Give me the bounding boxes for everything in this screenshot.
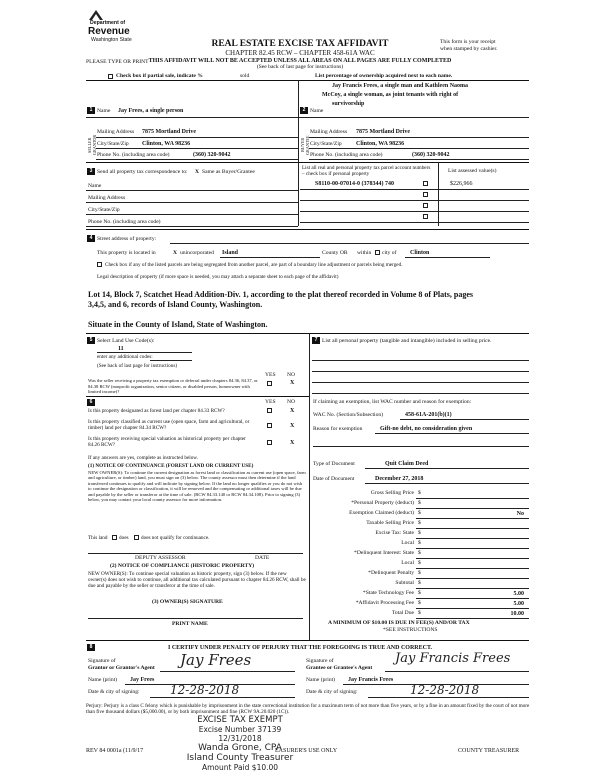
s3-r-line-b <box>300 200 529 201</box>
seller-name-line <box>86 117 298 118</box>
section7-badge: 7 <box>312 337 320 344</box>
wac-line <box>400 419 529 420</box>
buyer-name2[interactable]: McCoy, a single woman, as joint tenants with right of <box>322 92 459 98</box>
continuance-title: (1) NOTICE OF CONTINUANCE (FOREST LAND OR CURRENT USE) <box>88 463 254 469</box>
grantee-sig-label-b: Grantee or Grantee's Agent <box>306 665 373 671</box>
tax-row <box>312 499 529 509</box>
s5-q1-yes[interactable] <box>267 381 272 386</box>
section-1-2-bottom <box>86 162 529 163</box>
tax-row-dollar: $ <box>418 600 421 606</box>
section3-same-checkbox[interactable]: X <box>195 169 200 175</box>
exempt-stamp <box>170 716 310 776</box>
parcel-checkbox-3[interactable] <box>423 203 428 208</box>
s6-q3-answer[interactable]: X <box>290 440 295 446</box>
s7-line-a <box>312 360 529 361</box>
s6-q2: Is this property classified as current use (open space, farm and agricultural, or timber) land per chapter 84.34 RCW? <box>88 419 250 431</box>
grantor-date-label: Date & city of signing: <box>88 689 140 695</box>
form-revision: REV 84 0001a (11/9/17 <box>86 748 144 754</box>
s6-if-yes: If any answers are yes, complete as instructed below. <box>88 455 199 461</box>
does-checkbox[interactable] <box>112 535 117 540</box>
s6-yes: YES <box>265 399 276 405</box>
tax-row-dollar: $ <box>418 540 421 546</box>
grantee-sig-line <box>385 671 529 672</box>
ownership-label: List percentage of ownership acquired next to each name. <box>315 73 453 79</box>
s5-no: NO <box>287 372 296 378</box>
reason-line-2 <box>313 446 529 447</box>
stamp-line3: 12/31/2018 <box>218 734 262 743</box>
tax-row-label: Local <box>401 540 414 546</box>
minimum-note: A MINIMUM OF $10.00 IS DUE IN FEE(S) AND/OR TAX <box>328 620 470 626</box>
divider-1-2 <box>298 80 299 162</box>
land-use-code[interactable]: 11 <box>118 346 124 352</box>
s3-line-d <box>86 226 298 227</box>
county-line <box>220 257 320 258</box>
grantee-name-label: Name (print) <box>306 677 336 683</box>
stamp-line1: EXCISE TAX EXEMPT <box>197 715 283 725</box>
seller-name[interactable]: Jay Frees, a single person <box>118 108 184 114</box>
street-label: Street address of property: <box>97 236 157 242</box>
city-value[interactable]: Clinton <box>410 250 430 256</box>
buyer-mailing-label: Mailing Address <box>310 129 348 135</box>
section2-badge: 2 <box>300 107 308 114</box>
section3-name-label: Name <box>88 183 102 189</box>
situate[interactable]: Situate in the County of Island, State of Washington. <box>88 320 268 329</box>
seller-city[interactable]: Clinton, WA 98236 <box>142 141 191 147</box>
divider-3 <box>298 162 299 226</box>
tax-row-label: Total Due <box>391 610 414 616</box>
partial-label: Check box if partial sale, indicate % <box>116 73 203 79</box>
owner-signature-label: (3) OWNER(S) SIGNATURE <box>152 599 223 605</box>
grantor-sig-line <box>160 671 295 672</box>
s5-q1-answer[interactable]: X <box>290 380 295 386</box>
legal-description-2[interactable]: 3,4,5, and 6, records of Island County, Washington. <box>88 300 263 309</box>
tax-row-label: Excise Tax: State <box>375 530 414 536</box>
doc-date-value[interactable]: December 27, 2018 <box>375 476 424 482</box>
buyer-phone-label: Phone No. (including area code) <box>310 152 383 158</box>
additional-codes: enter any additional codes: <box>97 354 153 360</box>
city-line <box>405 257 490 258</box>
dor-logo <box>87 8 157 44</box>
wac-label: WAC No. (Section/Subsection) <box>313 412 384 418</box>
parcel-number[interactable]: S8110-00-07014-0 (378344) 740 <box>315 181 394 187</box>
tax-row-dollar: $ <box>418 570 421 576</box>
tax-row-dollar: $ <box>418 530 421 536</box>
s3-r-line-c <box>300 211 529 212</box>
buyer-side-label: BUYER GRANTEE <box>300 135 310 155</box>
located-label: This property is located in <box>97 250 156 256</box>
land-use-see-back: (See back of last page for instructions) <box>97 363 178 369</box>
certify-statement: I CERTIFY UNDER PENALTY OF PERJURY THAT THE FOREGOING IS TRUE AND CORRECT. <box>168 645 433 651</box>
unincorporated-label: unincorporated <box>180 250 214 256</box>
parcel-checkbox-2[interactable] <box>423 192 428 197</box>
doc-type-value[interactable]: Quit Claim Deed <box>385 461 429 467</box>
tax-row-label: *Personal Property (deduct) <box>351 500 414 506</box>
parcel-checkbox-4[interactable] <box>423 214 428 219</box>
seller-phone[interactable]: (360) 320-9042 <box>193 152 231 158</box>
tax-row <box>312 569 529 579</box>
section1-badge: 1 <box>87 107 95 114</box>
grantee-date[interactable]: 12-28-2018 <box>410 683 480 697</box>
grantee-date-label: Date & city of signing: <box>306 689 358 695</box>
does-not-checkbox[interactable] <box>134 535 139 540</box>
parcel-checkbox-1[interactable] <box>423 181 428 186</box>
exemption-label: If claiming an exemption, list WAC number and reason for exemption: <box>313 399 472 405</box>
tax-row-label: Subtotal <box>395 580 414 586</box>
section3-same: Same as Buyer/Grantee <box>202 169 255 175</box>
unincorporated-check[interactable]: X <box>173 250 178 256</box>
within-label: within <box>357 250 372 256</box>
s3-r-line-a <box>300 189 529 190</box>
section6-badge: 6 <box>87 399 95 406</box>
form-warning: THIS AFFIDAVIT WILL NOT BE ACCEPTED UNLESS ALL AREAS ON ALL PAGES ARE FULLY COMPLETED <box>148 58 452 64</box>
tax-row-label: Gross Selling Price <box>370 490 414 496</box>
tax-row-line <box>416 618 529 619</box>
street-line <box>170 243 529 244</box>
stamp-line5: Island County Treasurer <box>186 753 294 763</box>
tax-row-label: Taxable Selling Price <box>366 520 414 526</box>
tax-row-label: Local <box>401 560 414 566</box>
section3-label: Send all property tax correspondence to: <box>97 169 188 175</box>
segregated-label: Check box if any of the listed parcels are being segregated from another parcel, are part of a boundary line adjustment or parcels being merged. <box>105 262 403 268</box>
s6-q3-yes[interactable] <box>267 440 272 445</box>
grantor-sig-label-b: Grantor or Grantor's Agent <box>88 665 155 671</box>
buyer-city-label: City/State/Zip <box>310 141 342 147</box>
grantor-signature[interactable]: Jay Frees <box>180 651 252 669</box>
divider-5-7 <box>309 333 310 640</box>
tax-row-value[interactable]: 10.00 <box>510 611 524 617</box>
section3-bottom <box>86 229 529 230</box>
s5-question: Was the seller receiving a property tax exemption or deferral under chapters 84.36, 84.37, or 84.38 RCW (nonprofit organization, senior citizen, or disabled person, homeowner with limited income)? <box>88 378 258 394</box>
tax-row-value[interactable]: 5.00 <box>513 591 524 597</box>
tax-table <box>312 489 529 619</box>
s7-line-d <box>312 393 529 394</box>
reason-value[interactable]: Gift-no debt, no consideration given <box>380 426 473 432</box>
tax-row <box>312 599 529 609</box>
see-instructions: *SEE INSTRUCTIONS <box>383 627 438 633</box>
buyer-name-line <box>298 117 529 118</box>
legal-description-1[interactable]: Lot 14, Block 7, Scatchet Head Addition-Div. 1, according to the plat thereof recorded in Volume 8 of Plats, pages <box>88 290 474 299</box>
legal-label: Legal description of property (if more space is needed, you may attach a separate sheet to each page of the affidavit) <box>97 274 339 280</box>
deputy-line <box>88 553 303 554</box>
stamp-line6: Amount Paid $10.00 <box>201 763 279 772</box>
s5-yes: YES <box>265 372 276 378</box>
dor-logo-line2: Revenue <box>88 26 130 37</box>
tax-row-dollar: $ <box>418 520 421 526</box>
section3-city-label: City/State/Zip <box>88 207 120 213</box>
buyer-mailing[interactable]: 7875 Mortland Drive <box>356 129 410 135</box>
buyer-city[interactable]: Clinton, WA 98236 <box>356 141 405 147</box>
dor-logo-line3: Washington State <box>91 37 132 43</box>
doc-type-label: Type of Document <box>313 461 355 467</box>
land-label: This land <box>88 535 108 541</box>
doc-date-line <box>365 483 529 484</box>
buyer-name1[interactable]: Jay Francis Frees, a single man and Kathleen Naoma <box>332 83 469 89</box>
section3-mailing-label: Mailing Address <box>88 195 126 201</box>
tax-row-dollar: $ <box>418 500 421 506</box>
s6-no: NO <box>287 399 296 405</box>
segregated-checkbox[interactable] <box>97 262 102 267</box>
deputy-date: DATE <box>255 555 270 561</box>
tax-row-label: Exemption Claimed (deduct) <box>349 510 414 516</box>
wac-value[interactable]: 458-61A-201(b)(1) <box>405 412 452 418</box>
tax-row <box>312 559 529 569</box>
county-treasurer: COUNTY TREASURER <box>458 748 520 754</box>
section4-bottom <box>86 333 529 334</box>
grantee-signature[interactable]: Jay Francis Frees <box>395 651 511 666</box>
tax-row <box>312 609 529 619</box>
grantor-date[interactable]: 12-28-2018 <box>170 683 240 697</box>
grantee-name[interactable]: Jay Francis Frees <box>348 677 394 683</box>
tax-row-dollar: $ <box>418 560 421 566</box>
seller-mailing[interactable]: 7875 Mortland Drive <box>142 129 196 135</box>
grantor-sig-label-a: Signature of <box>88 658 116 664</box>
tax-row-dollar: $ <box>418 590 421 596</box>
doc-type-line <box>365 468 529 469</box>
s6-q2-yes[interactable] <box>267 423 272 428</box>
buyer-line-c <box>309 159 529 160</box>
s3-line-b <box>86 202 298 203</box>
treasurer-use-only: EASURER'S USE ONLY <box>275 748 338 754</box>
buyer-phone[interactable]: (360) 320-9042 <box>412 152 450 158</box>
s7-line-c <box>312 382 529 383</box>
grantor-name[interactable]: Jay Frees <box>130 677 155 683</box>
buyer-line-b <box>309 148 529 149</box>
tax-row-value[interactable]: 5.00 <box>513 601 524 607</box>
section7-label: List all personal property (tangible and intangible) included in selling price. <box>322 338 492 344</box>
grantee-sig-label-a: Signature of <box>306 658 334 664</box>
stamp-line2: Excise Number 37139 <box>198 725 282 734</box>
partial-checkbox[interactable] <box>108 74 113 79</box>
tax-row <box>312 509 529 519</box>
receipt-note-2: when stamped by cashier. <box>440 46 498 52</box>
please-type: PLEASE TYPE OR PRINT <box>86 59 149 65</box>
tax-row-label: *Affidavit Processing Fee <box>355 600 414 606</box>
land-use-label: Select Land Use Code(s): <box>97 338 155 344</box>
county-label: County OR <box>322 250 348 256</box>
s6-q1: Is this property designated as forest land per chapter 84.33 RCW? <box>88 408 225 414</box>
perjury-statement: Perjury: Perjury is a class C felony which is punishable by imprisonment in the state correctional institution for a maximum term of not more than five years, or by a fine in an amount fixed by the court of not more than five thousand dollars ($5,000.00), or by both imprisonment and fine (RCW 9A.20.020 (1C)). <box>86 703 530 715</box>
tax-row <box>312 519 529 529</box>
tax-row-dollar: $ <box>418 610 421 616</box>
print-name-label: PRINT NAME <box>172 621 208 627</box>
seller-city-label: City/State/Zip <box>97 141 129 147</box>
s6-q1-yes[interactable] <box>267 408 272 413</box>
top-rule <box>86 80 529 81</box>
doc-date-label: Date of Document <box>313 476 355 482</box>
s3-line-a <box>86 190 298 191</box>
parcel-header: List all real and personal property tax parcel account numbers – check box if personal property <box>302 165 431 177</box>
section6-7-bottom <box>86 640 529 641</box>
seller-mailing-label: Mailing Address <box>97 129 135 135</box>
tax-row <box>312 529 529 539</box>
reason-label: Reason for exemption <box>313 426 363 432</box>
grantor-date-line <box>150 697 295 698</box>
s6-q3: Is this property receiving special valuation as historical property per chapter 84.26 RCW? <box>88 436 246 448</box>
tax-row-dollar: $ <box>418 490 421 496</box>
seller-phone-label: Phone No. (including area code) <box>97 152 170 158</box>
s6-q2-answer[interactable]: X <box>290 423 295 429</box>
reason-line <box>375 433 529 434</box>
tax-row-dollar: $ <box>418 580 421 586</box>
tax-row <box>312 489 529 499</box>
section3-badge: 3 <box>87 168 95 175</box>
partial-sold: sold <box>240 73 250 79</box>
tax-row-dollar: $ <box>418 510 421 516</box>
section5-bottom <box>86 396 309 397</box>
land-use-line <box>97 352 192 353</box>
continuance-body: NEW OWNER(S): To continue the current designation as forest land or classification as current use (open space, farm and agriculture, or timber) land, you must sign on (3) below. The county assessor must then determine if the land transferred continues to qualify and will indicate by signing below. If the land no longer qualifies or you do not wish to continue the designation or classification, it will be removed and the compensating or additional taxes will be due and payable by the seller or transferor at the time of sale. (RCW 84.33.140 or RCW 84.34.108). Prior to signing (3) below, you may contact your local county assessor for more information. <box>88 470 306 503</box>
buyer-name3[interactable]: survivorship <box>332 101 365 107</box>
does-not-label: does not qualify for continuance. <box>141 535 210 541</box>
section4-badge: 4 <box>87 235 95 242</box>
divider-3b <box>438 162 439 226</box>
tax-row <box>312 539 529 549</box>
s7-line-b <box>312 371 529 372</box>
section8-badge: 8 <box>87 644 95 651</box>
owner-sig-line <box>88 618 303 619</box>
tax-row-label: *Delinquent Interest: State <box>354 550 414 556</box>
tax-row-label: *State Technology Fee <box>362 590 414 596</box>
county-value[interactable]: Island <box>222 250 239 256</box>
buyer-line-a <box>309 137 529 138</box>
receipt-note: This form is your receipt <box>440 39 496 45</box>
city-of-checkbox[interactable] <box>375 250 380 255</box>
additional-line <box>150 360 192 361</box>
buyer-name-label: Name <box>310 108 324 114</box>
grantee-date-line <box>368 697 529 698</box>
s6-q1-answer[interactable]: X <box>290 408 295 414</box>
historic-body: NEW OWNER(S): To continue special valuation as historic property, sign (3) below. If the new owner(s) does not wish to continue, all additional tax calculated pursuant to chapter 84.26 RCW, shall be due and payable by the seller or transferor at the time of sale. <box>88 571 306 589</box>
tax-row <box>312 589 529 599</box>
tax-row-value[interactable]: No <box>516 511 524 517</box>
seller-line-c <box>96 159 298 160</box>
assessed-value[interactable]: $226,966 <box>450 181 473 187</box>
stamp-line4: Wanda Grone, CPA <box>198 743 282 753</box>
s3-r-line-d <box>300 222 529 223</box>
tax-row-label: *Delinquent Penalty <box>368 570 414 576</box>
tax-row-dollar: $ <box>418 550 421 556</box>
seller-line-b <box>96 148 298 149</box>
deputy-assessor: DEPUTY ASSESSOR <box>135 555 186 561</box>
dor-logo-line1: Department of <box>90 20 126 26</box>
does-label: does <box>119 535 129 541</box>
city-of-label: city of <box>382 250 397 256</box>
seller-side-label: SELLER GRANTOR <box>87 134 97 156</box>
historic-title: (2) NOTICE OF COMPLIANCE (HISTORIC PROPERTY) <box>110 563 255 569</box>
form-see-back: (See back of last page for instructions) <box>256 64 344 70</box>
seller-name-label: Name <box>97 108 111 114</box>
s3-line-c <box>86 214 298 215</box>
grantor-name-label: Name (print) <box>88 677 118 683</box>
tax-row <box>312 579 529 589</box>
form-title: REAL ESTATE EXCISE TAX AFFIDAVIT <box>211 39 389 49</box>
tax-row <box>312 549 529 559</box>
seller-line-a <box>96 137 298 138</box>
section5-badge: 5 <box>87 337 95 344</box>
form-chapter: CHAPTER 82.45 RCW – CHAPTER 458-61A WAC <box>225 49 375 57</box>
section3-phone-label: Phone No. (including area code) <box>88 219 161 225</box>
assessed-header: List assessed value(s) <box>448 168 497 174</box>
